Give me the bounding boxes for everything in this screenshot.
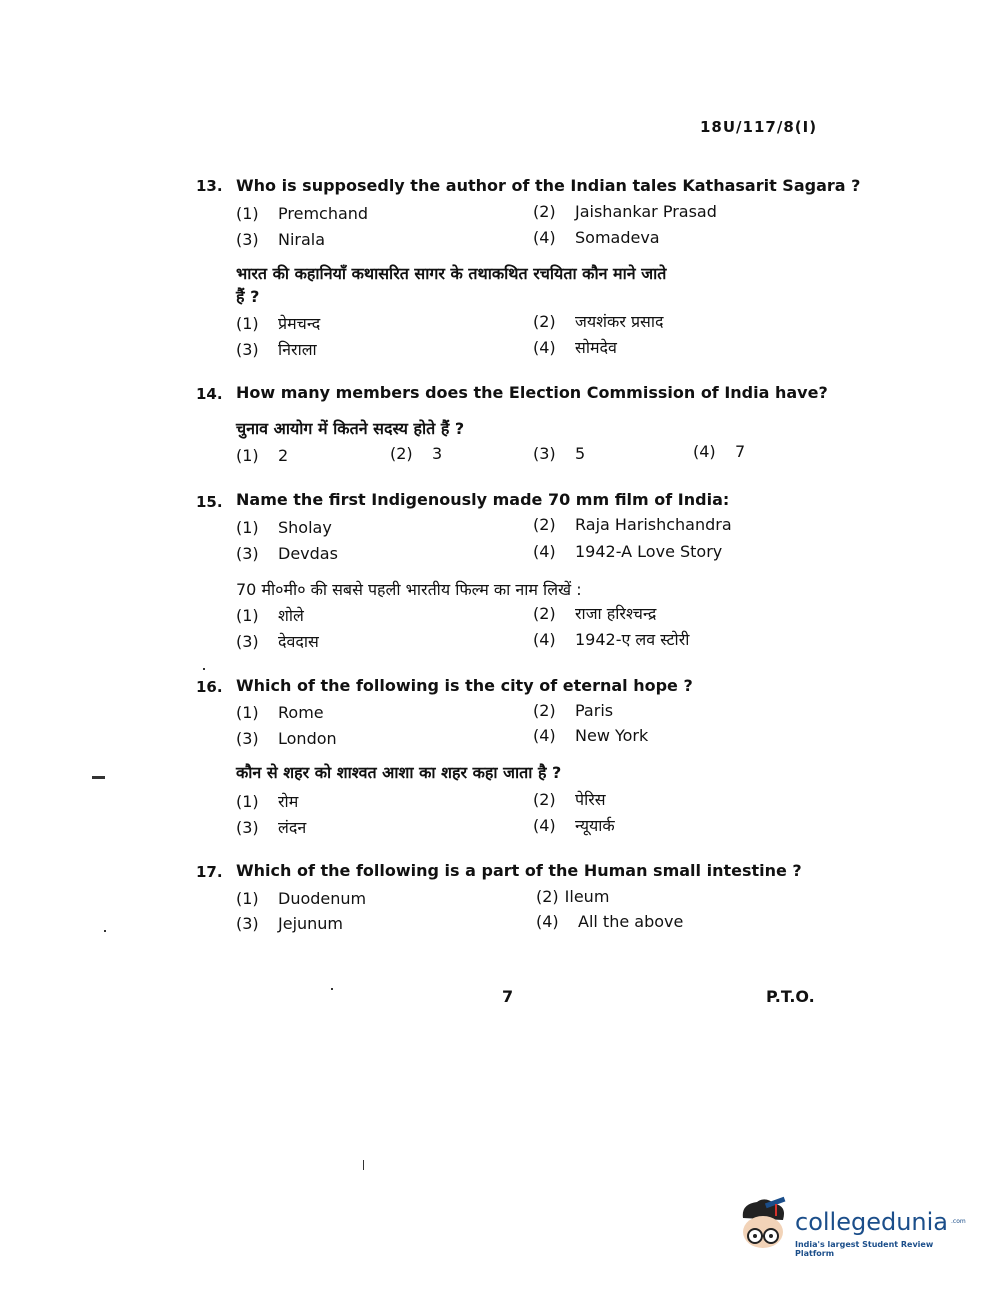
option-label: (3) — [236, 729, 259, 748]
question-text-en: How many members does the Election Commission of India have? — [236, 383, 828, 402]
option-text: राजा हरिश्चन्द्र — [575, 604, 657, 623]
option — [236, 630, 319, 652]
option — [533, 542, 722, 561]
option — [236, 518, 332, 537]
option — [236, 446, 288, 465]
option — [236, 544, 338, 563]
option-text: सोमदेव — [575, 338, 617, 357]
option — [390, 444, 442, 463]
question-text-hi: भारत की कहानियाँ कथासरित सागर के तथाकथित रचयिता कौन माने जाते — [236, 264, 667, 283]
option-text: निराला — [278, 340, 317, 359]
option-text: न्यूयार्क — [575, 816, 615, 835]
option — [693, 442, 745, 461]
option-label: (3) — [236, 544, 259, 563]
option-text: रोम — [278, 792, 299, 811]
option — [236, 230, 325, 249]
question-text-hi: चुनाव आयोग में कितने सदस्य होते हैं ? — [236, 419, 465, 438]
option-label: (4) — [533, 542, 556, 561]
option-text: All the above — [578, 912, 684, 931]
option — [236, 312, 320, 334]
option-label: (4) — [693, 442, 716, 461]
option-label: (3) — [236, 632, 259, 651]
option — [533, 515, 732, 534]
option-label: (2) — [533, 790, 556, 809]
option-text: पेरिस — [575, 790, 606, 809]
option-label: (1) — [236, 204, 259, 223]
option-label: (4) — [536, 912, 559, 931]
option-label: (1) — [236, 314, 259, 333]
option-label: (2) — [533, 312, 556, 331]
option-label: (2) — [533, 515, 556, 534]
question-text-hi: कौन से शहर को शाश्वत आशा का शहर कहा जाता है ? — [236, 763, 562, 782]
option — [236, 338, 317, 360]
option-text: देवदास — [278, 632, 319, 651]
option — [236, 889, 366, 908]
option — [533, 444, 585, 463]
option-text: प्रेमचन्द — [278, 314, 321, 333]
option-text: जयशंकर प्रसाद — [575, 312, 664, 331]
option — [236, 790, 298, 812]
option-label: (3) — [236, 914, 259, 933]
option-text: Duodenum — [278, 889, 367, 908]
option-label: (2) — [536, 887, 559, 906]
option-text: Nirala — [278, 230, 326, 249]
option-label: (2) — [533, 604, 556, 623]
option-label: (1) — [236, 446, 259, 465]
question-text-en: Name the first Indigenously made 70 mm film of India: — [236, 490, 730, 509]
option-text: Paris — [575, 701, 614, 720]
question-text-en: Who is supposedly the author of the Indian tales Kathasarit Sagara ? — [236, 176, 861, 195]
question-text-en: Which of the following is the city of eternal hope ? — [236, 676, 693, 695]
option — [533, 814, 615, 836]
option-label: (4) — [533, 726, 556, 745]
option-text: Raja Harishchandra — [575, 515, 732, 534]
option-label: (2) — [390, 444, 413, 463]
option-label: (1) — [236, 703, 259, 722]
option — [236, 703, 324, 722]
option-text: Somadeva — [575, 228, 660, 247]
option-label: (1) — [236, 518, 259, 537]
option — [533, 701, 613, 720]
option-text: 7 — [735, 442, 746, 461]
option — [236, 914, 343, 933]
option — [533, 336, 617, 358]
question-number: 14. — [196, 385, 223, 403]
paper-code: 18U/117/8(I) — [700, 118, 818, 136]
page-number: 7 — [502, 987, 514, 1006]
option — [533, 602, 656, 624]
option — [533, 228, 660, 247]
option — [533, 310, 664, 332]
option-text: 3 — [432, 444, 443, 463]
option-text: New York — [575, 726, 649, 745]
option-label: (4) — [533, 630, 556, 649]
option-label: (2) — [533, 202, 556, 221]
option — [533, 202, 717, 221]
option-label: (3) — [236, 230, 259, 249]
pto-label: P.T.O. — [766, 987, 815, 1006]
option-text: 1942-A Love Story — [575, 542, 723, 561]
mascot-icon — [735, 1196, 793, 1256]
question-number: 16. — [196, 678, 223, 696]
option-label: (4) — [533, 338, 556, 357]
option-label: (3) — [236, 340, 259, 359]
scan-mark — [92, 776, 105, 779]
logo-tagline: India's largest Student Review Platform — [795, 1240, 934, 1258]
question-text-en: Which of the following is a part of the Human small intestine ? — [236, 861, 802, 880]
logo-dotcom: .com — [951, 1218, 966, 1225]
scan-mark — [203, 668, 205, 670]
option-text: Premchand — [278, 204, 369, 223]
option-text: 2 — [278, 446, 289, 465]
option — [236, 816, 306, 838]
option-text: शोले — [278, 606, 304, 625]
option-label: (4) — [533, 228, 556, 247]
collegedunia-logo — [735, 1196, 965, 1256]
option — [236, 604, 304, 626]
logo-wordmark: collegedunia — [795, 1208, 949, 1236]
option-text: Devdas — [278, 544, 338, 563]
option-text: Jaishankar Prasad — [575, 202, 717, 221]
option-text: London — [278, 729, 337, 748]
option — [536, 887, 609, 906]
option-text: लंदन — [278, 818, 307, 837]
option — [536, 912, 683, 931]
option — [533, 726, 648, 745]
option-label: (1) — [236, 889, 259, 908]
option-text: Ileum — [564, 887, 610, 906]
question-text-hi-continued: हैं ? — [236, 287, 260, 306]
question-text-hi: 70 मी०मी० की सबसे पहली भारतीय फिल्म का नाम लिखें : — [236, 580, 582, 599]
option — [236, 729, 337, 748]
question-number: 15. — [196, 493, 223, 511]
option-label: (4) — [533, 816, 556, 835]
option-label: (3) — [533, 444, 556, 463]
question-number: 17. — [196, 863, 223, 881]
scan-mark — [363, 1160, 364, 1170]
option-text: Jejunum — [278, 914, 344, 933]
option-label: (1) — [236, 792, 259, 811]
option-text: Sholay — [278, 518, 332, 537]
option-text: 1942-ए लव स्टोरी — [575, 630, 690, 649]
option-label: (3) — [236, 818, 259, 837]
option-label: (2) — [533, 701, 556, 720]
option — [533, 788, 606, 810]
question-number: 13. — [196, 177, 223, 195]
option-label: (1) — [236, 606, 259, 625]
scan-mark — [104, 930, 106, 932]
option — [533, 628, 689, 650]
option — [236, 204, 368, 223]
option-text: Rome — [278, 703, 324, 722]
option-text: 5 — [575, 444, 586, 463]
scan-mark — [331, 988, 333, 990]
